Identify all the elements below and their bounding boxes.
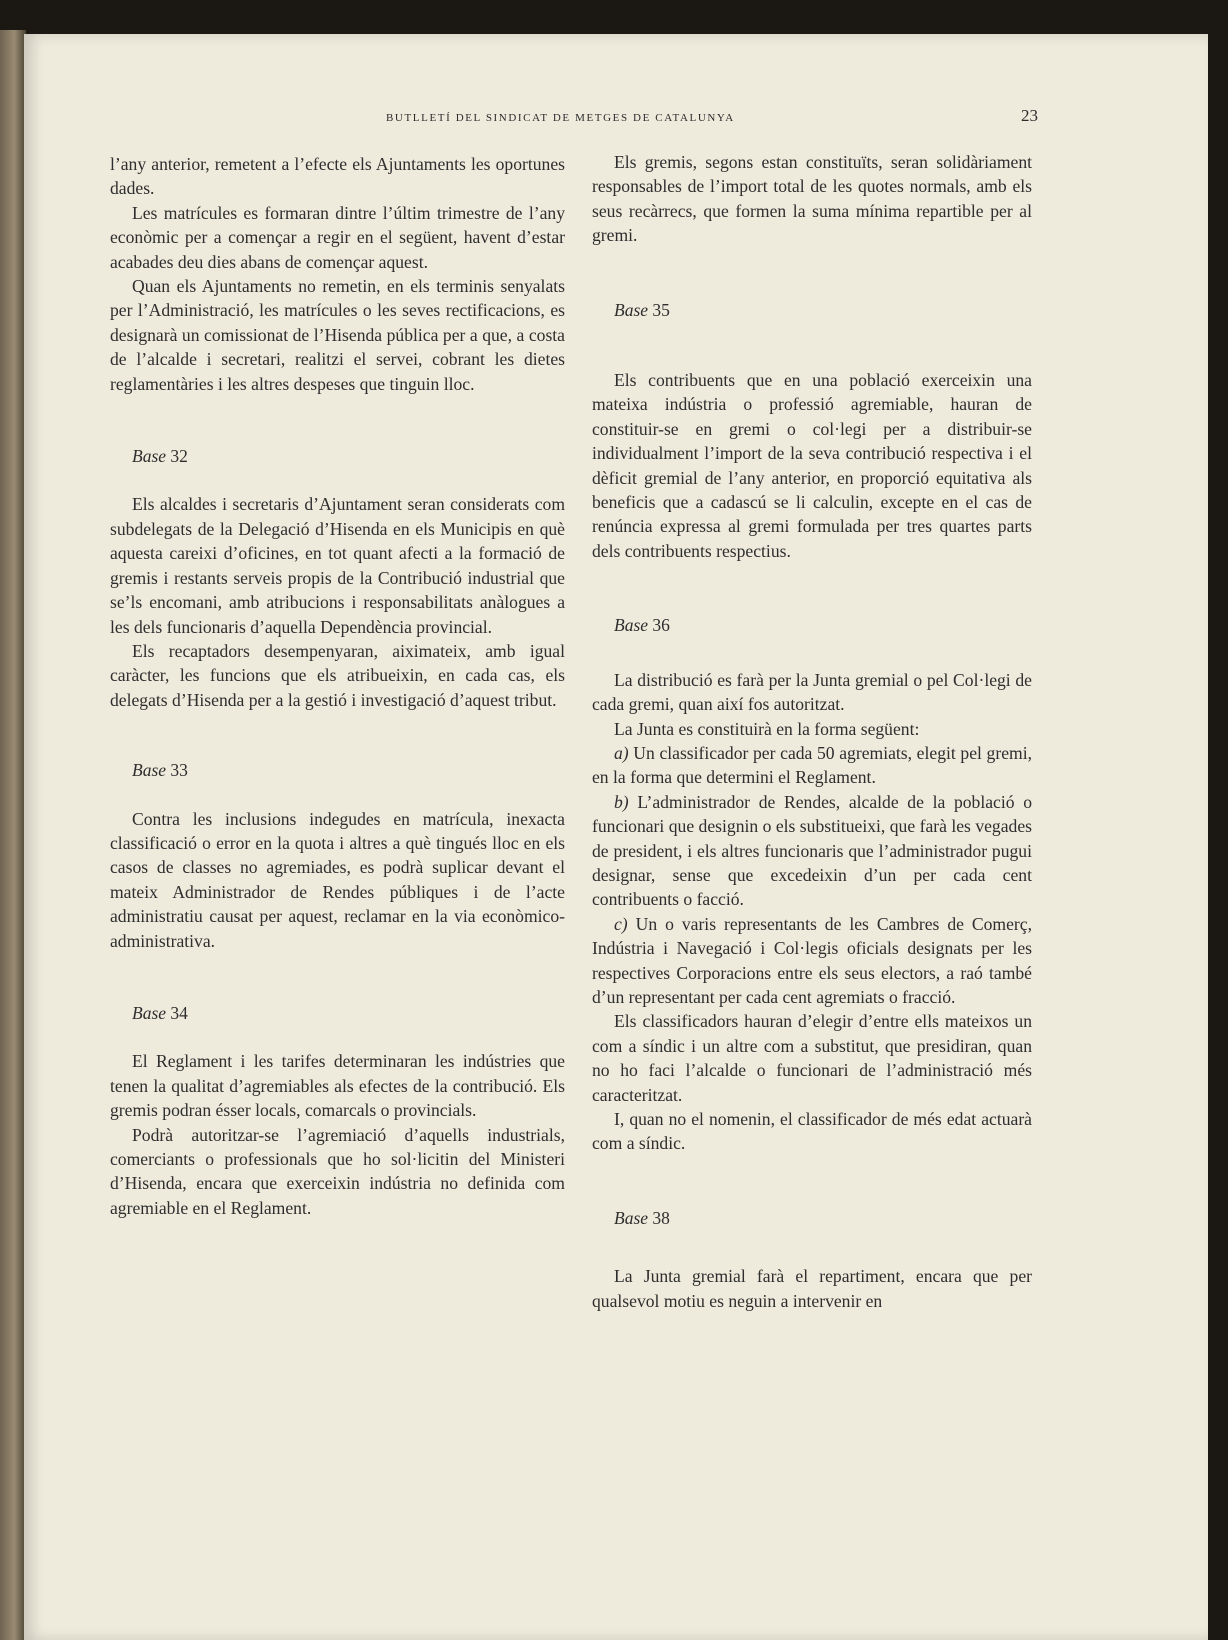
paragraph: Les matrícules es formaran dintre l’últim trimestre de l’any econòmic per a començar a regir en el següent, havent d’estar acabades deu dies abans de començar aquest. bbox=[110, 202, 565, 272]
right-column bbox=[592, 150, 1032, 1313]
heading-number: 35 bbox=[652, 299, 670, 320]
list-text: L’administrador de Rendes, alcalde de la població o funcionari que designin o els substitueixi, que farà les vegades de president, i els altres funcionaris que l’administrador pugui designar, sense que excedeixin d’un per cada cent contribuents o facció. bbox=[592, 791, 1032, 910]
section-heading-base-38 bbox=[592, 1206, 1032, 1230]
heading-word: Base bbox=[132, 446, 167, 467]
paragraph: I, quan no el nomenin, el classificador de més edat actuarà com a síndic. bbox=[592, 1109, 1032, 1154]
paragraph: Els classificadors hauran d’elegir d’entre ells mateixos un com a síndic i un altre com a substitut, que presidiran, quan no ho faci l’alcalde o funcionari de l’administració més caracteritzat. bbox=[592, 1011, 1032, 1105]
running-head: BUTLLETÍ DEL SINDICAT DE METGES DE CATALUNYA bbox=[386, 112, 735, 124]
paragraph: Els gremis, segons estan constituïts, seran solidàriament responsables de l’import total de les quotes normals, amb els seus recàrrecs, que formen la suma mínima repartible per al gremi. bbox=[592, 152, 1032, 246]
heading-number: 34 bbox=[170, 1002, 188, 1023]
left-column bbox=[110, 152, 565, 1220]
section-heading-base-35 bbox=[592, 298, 1032, 322]
paragraph: Els recaptadors desempenyaran, aiximateix, amb igual caràcter, les funcions que els atribueixin, en cada cas, els delegats d’Hisenda per a la gestió i investigació d’aquest tribut. bbox=[110, 640, 565, 710]
page-header bbox=[24, 106, 1208, 130]
heading-number: 38 bbox=[652, 1207, 670, 1228]
list-text: Un classificador per cada 50 agremiats, elegit pel gremi, en la forma que determini el Reglament. bbox=[592, 742, 1032, 788]
heading-word: Base bbox=[614, 1207, 649, 1228]
heading-word: Base bbox=[614, 615, 649, 636]
paragraph: La distribució es farà per la Junta gremial o pel Col·legi de cada gremi, quan així fos autoritzat. bbox=[592, 669, 1032, 715]
list-letter: a) bbox=[614, 742, 629, 763]
heading-word: Base bbox=[132, 1002, 167, 1023]
heading-number: 36 bbox=[652, 615, 670, 636]
list-item-a bbox=[592, 741, 1032, 790]
list-item-c bbox=[592, 912, 1032, 1010]
page-number: 23 bbox=[1021, 106, 1038, 125]
heading-word: Base bbox=[614, 299, 649, 320]
heading-number: 33 bbox=[170, 760, 188, 781]
paragraph: Podrà autoritzar-se l’agremiació d’aquells industrials, comerciants o professionals que ho sol·licitin del Ministeri d’Hisenda, encara que exerceixin indústria no definida com agremiable en el Reglament. bbox=[110, 1124, 565, 1218]
paragraph: La Junta es constituirà en la forma següent: bbox=[614, 718, 920, 739]
paragraph: La Junta gremial farà el repartiment, encara que per qualsevol motiu es neguin a intervenir en bbox=[592, 1266, 1032, 1311]
list-text: Un o varis representants de les Cambres de Comerç, Indústria i Navegació i Col·legis oficials designats per les respectives Corporacions entre els seus electors, a raó també d’un representant per cada cent agremiats o fracció. bbox=[592, 913, 1032, 1007]
paragraph: Quan els Ajuntaments no remetin, en els terminis senyalats per l’Administració, les matrícules o les seves rectificacions, es designarà un comissionat de l’Hisenda pública per a que, a costa de l’alcalde i secretari, realitzi el servei, cobrant les dietes reglamentàries i les altres despeses que tinguin lloc. bbox=[110, 276, 565, 394]
paragraph: l’any anterior, remetent a l’efecte els Ajuntaments les oportunes dades. bbox=[110, 154, 565, 199]
list-letter: c) bbox=[614, 913, 628, 934]
list-item-b bbox=[592, 790, 1032, 912]
paragraph: Contra les inclusions indegudes en matrícula, inexacta classificació o error en la quota i altres a què tingués lloc en els casos de classes no agremiades, es podrà suplicar devant el mateix Administrador de Rendes públiques i de l’acte administratiu causat per aquest, reclamar en la via econòmico-administrativa. bbox=[110, 808, 565, 951]
section-heading-base-36 bbox=[592, 613, 1032, 637]
heading-number: 32 bbox=[170, 446, 188, 467]
section-heading-base-34 bbox=[110, 1001, 565, 1025]
page bbox=[24, 34, 1208, 1640]
list-letter: b) bbox=[614, 791, 629, 812]
paragraph: Els contribuents que en una població exerceixin una mateixa indústria o professió agremiable, hauran de constituir-se en gremi o col·legi per a distribuir-se individualment l’import de la seva contribució respectiva i el dèficit gremial de l’any anterior, en proporció equitativa als beneficis que a cadascú se li calculin, excepte en el cas de renúncia expressa al gremi formulada per tres quartes parts dels contribuents respectius. bbox=[592, 370, 1032, 561]
section-heading-base-33 bbox=[110, 758, 565, 782]
heading-word: Base bbox=[132, 760, 167, 781]
book-spine bbox=[0, 30, 26, 1640]
paragraph: El Reglament i les tarifes determinaran les indústries que tenen la qualitat d’agremiables als efectes de la contribució. Els gremis podran ésser locals, comarcals o provincials. bbox=[110, 1051, 565, 1121]
paragraph: Els alcaldes i secretaris d’Ajuntament seran considerats com subdelegats de la Delegació d’Hisenda en els Municipis en què aquesta careixi d’oficines, en tot quant afecti a la formació de gremis i restants serveis propis de la Contribució industrial que se’ls encomani, amb atribucions i responsabilitats anàlogues a les dels funcionaris d’aquella Dependència provincial. bbox=[110, 494, 565, 637]
section-heading-base-32 bbox=[110, 444, 565, 468]
